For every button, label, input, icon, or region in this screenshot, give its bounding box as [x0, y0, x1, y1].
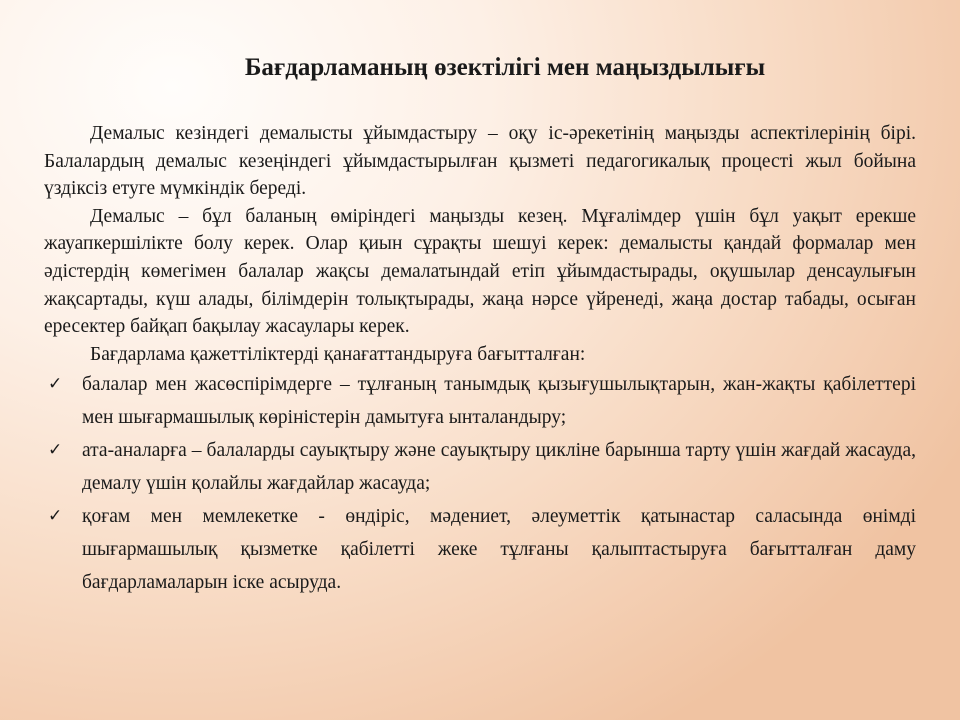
paragraph-intro: Демалыс кезіндегі демалысты ұйымдастыру – оқу іс-әрекетінің маңызды аспектілерінің бірі. Балалардың демалыс кезеңіндегі ұйымдастырылған қызметі педагогикалық процесті жыл бойына үздіксіз етуге мүмкіндік береді. [44, 123, 916, 200]
paragraph-program-needs: Бағдарлама қажеттіліктерді қанағаттандыруға бағытталған: [90, 343, 586, 365]
slide-body [44, 120, 916, 599]
paragraph-vacation: Демалыс – бұл баланың өміріндегі маңызды кезең. Мұғалімдер үшін бұл уақыт ерекше жауапкершілікте болу керек. Олар қиын сұрақты шешуі керек: демалысты қандай формалар мен әдістердің көмегімен балалар жақсы демалатындай етіп ұйымдастырады, оқушылар денсаулығын жақсартады, күш алады, білімдерін толықтырады, жаңа нәрсе үйренеді, жаңа достар табады, осыған ересектер байқап бақылау жасаулары керек. [44, 205, 916, 338]
list-item [44, 434, 916, 500]
checkmark-icon: ✓ [48, 506, 63, 527]
list-item [44, 368, 916, 434]
slide-title: Бағдарламаның өзектілігі мен маңыздылығы [244, 54, 766, 81]
needs-list [44, 368, 916, 599]
list-item-text: балалар мен жасөспірімдерге – тұлғаның танымдық қызығушылықтарын, жан-жақты қабілеттері мен шығармашылық көріністерін дамытуға ынталандыру; [82, 374, 916, 429]
list-item [44, 500, 916, 599]
list-item-text: қоғам мен мемлекетке - өндіріс, мәдениет, әлеуметтік қатынастар саласында өнімді шығармашылық қызметке қабілетті жеке тұлғаны қалыптастыруға бағытталған даму бағдарламаларын іске асыруда. [82, 506, 916, 594]
list-item-text: ата-аналарға – балаларды сауықтыру және сауықтыру цикліне барынша тарту үшін жағдай жасауда, демалу үшін қолайлы жағдайлар жасауда; [82, 440, 916, 495]
checkmark-icon: ✓ [48, 440, 63, 461]
checkmark-icon: ✓ [48, 374, 63, 395]
